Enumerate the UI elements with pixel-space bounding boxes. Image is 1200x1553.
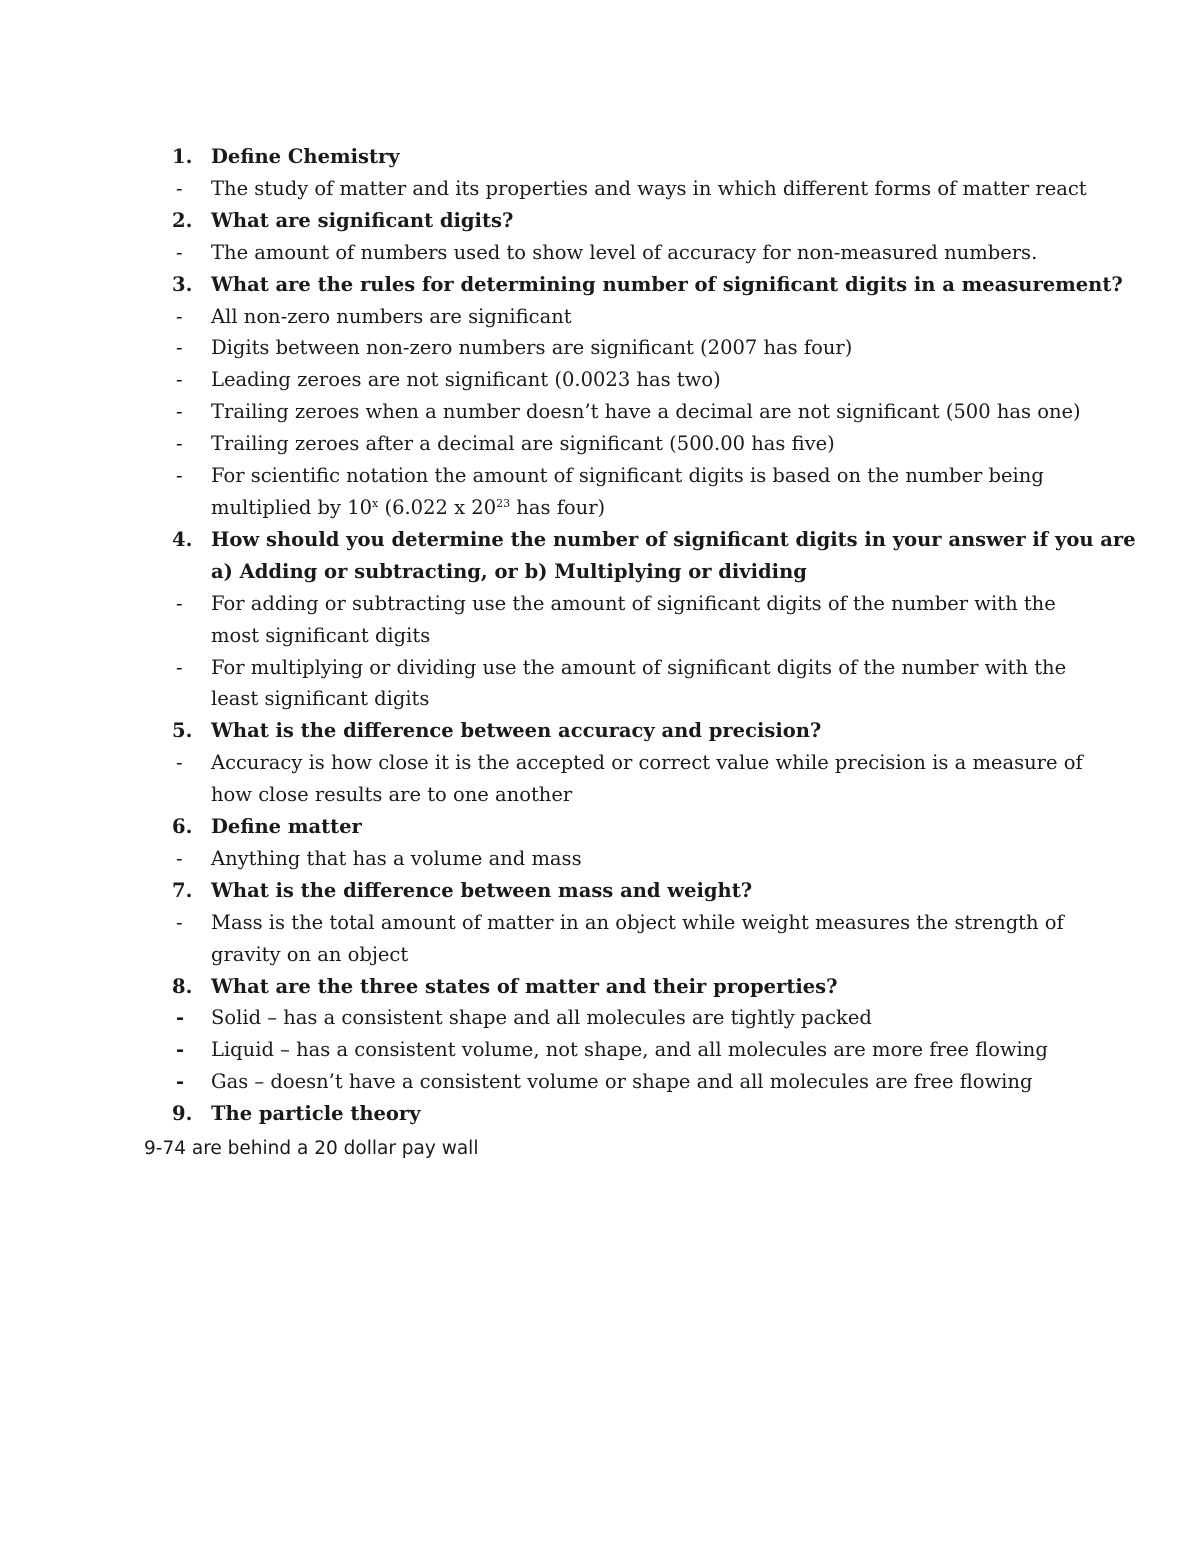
answer-text: For scientific notation the amount of significant digits is based on the number being — [211, 464, 1044, 488]
exponent: x — [372, 496, 379, 510]
question-number: 8. — [172, 974, 193, 998]
answer-bullet: - — [176, 176, 183, 200]
answer-bullet: - — [176, 368, 183, 392]
question-number: 9. — [172, 1102, 193, 1126]
answer-item — [172, 652, 1072, 684]
answer-item — [172, 364, 1072, 396]
question-text: What is the difference between mass and weight? — [211, 878, 753, 902]
answer-bullet: - — [176, 1038, 185, 1062]
answer-bullet: - — [176, 336, 183, 360]
answer-item — [172, 747, 1083, 779]
answer-text: multiplied by 10 — [211, 495, 373, 519]
footer-note: 9-74 are behind a 20 dollar pay wall — [144, 1138, 479, 1159]
answer-bullet: - — [176, 655, 183, 679]
answer-text: most significant digits — [211, 623, 431, 647]
answer-item — [172, 588, 1072, 620]
question-text: What are the three states of matter and their properties? — [211, 974, 838, 998]
question-text: Define matter — [211, 815, 362, 839]
answer-item — [172, 428, 1072, 460]
answer-continuation — [172, 683, 1072, 715]
answer-text: For adding or subtracting use the amount of significant digits of the number with the — [211, 591, 1056, 615]
answer-text: Trailing zeroes when a number doesn’t have a decimal are not significant (500 has one) — [211, 400, 1081, 424]
question-item — [172, 875, 1072, 907]
answer-item — [172, 396, 1081, 428]
answer-text: Mass is the total amount of matter in an object while weight measures the strength of — [211, 910, 1064, 934]
question-item — [172, 524, 1136, 556]
answer-text: For multiplying or dividing use the amount of significant digits of the number with the — [211, 655, 1067, 679]
exponent: 23 — [496, 496, 511, 510]
answer-text: has four) — [510, 495, 606, 519]
answer-bullet: - — [176, 400, 183, 424]
answer-bullet: - — [176, 846, 183, 870]
answer-continuation — [172, 939, 1072, 971]
answer-item — [172, 460, 1072, 492]
answer-bullet: - — [176, 1070, 185, 1094]
question-text: How should you determine the number of significant digits in your answer if you are — [211, 527, 1136, 551]
answer-bullet: - — [176, 464, 183, 488]
answer-text: Anything that has a volume and mass — [211, 846, 582, 870]
answer-text: The amount of numbers used to show level of accuracy for non-measured numbers. — [211, 240, 1038, 264]
question-item — [172, 811, 1072, 843]
answer-bullet: - — [176, 432, 183, 456]
answer-bullet: - — [176, 304, 183, 328]
answer-item — [172, 237, 1072, 269]
question-text: What is the difference between accuracy and precision? — [211, 719, 822, 743]
question-item — [172, 141, 1072, 173]
question-text: What are significant digits? — [211, 208, 514, 232]
answer-text: The study of matter and its properties and ways in which different forms of matter react — [211, 176, 1087, 200]
question-number: 6. — [172, 815, 193, 839]
answer-text: Solid – has a consistent shape and all molecules are tightly packed — [211, 1006, 872, 1030]
question-text: The particle theory — [211, 1102, 421, 1126]
answer-text: gravity on an object — [211, 942, 409, 966]
answer-text: least significant digits — [211, 687, 430, 711]
answer-item — [172, 1066, 1072, 1098]
answer-bullet: - — [176, 240, 183, 264]
answer-text: how close results are to one another — [211, 783, 573, 807]
question-item — [172, 971, 1072, 1003]
question-number: 7. — [172, 878, 193, 902]
answer-item — [172, 843, 1072, 875]
question-number: 5. — [172, 719, 193, 743]
answer-item — [172, 301, 1072, 333]
question-number: 3. — [172, 272, 193, 296]
question-item — [172, 715, 1072, 747]
answer-text: Trailing zeroes after a decimal are significant (500.00 has five) — [211, 432, 835, 456]
question-number: 2. — [172, 208, 193, 232]
answer-bullet: - — [176, 591, 183, 615]
answer-item — [172, 1002, 1072, 1034]
question-number: 4. — [172, 527, 193, 551]
question-item — [172, 1098, 1072, 1130]
answer-bullet: - — [176, 1006, 185, 1030]
question-text: a) Adding or subtracting, or b) Multiplying or dividing — [211, 559, 807, 583]
question-continuation — [172, 556, 1072, 588]
answer-item — [172, 173, 1087, 205]
answer-text: (6.022 x 20 — [378, 495, 497, 519]
answer-text: Digits between non-zero numbers are significant (2007 has four) — [211, 336, 853, 360]
answer-continuation — [172, 492, 1072, 524]
question-item — [172, 205, 1072, 237]
answer-text: Liquid – has a consistent volume, not shape, and all molecules are more free flowing — [211, 1038, 1048, 1062]
question-answer-list — [172, 141, 1136, 1130]
answer-item — [172, 1034, 1072, 1066]
answer-text: Gas – doesn’t have a consistent volume or shape and all molecules are free flowing — [211, 1070, 1033, 1094]
answer-bullet: - — [176, 910, 183, 934]
answer-text: Leading zeroes are not significant (0.0023 has two) — [211, 368, 721, 392]
answer-item — [172, 907, 1072, 939]
answer-text: All non-zero numbers are significant — [211, 304, 572, 328]
question-text: Define Chemistry — [211, 145, 400, 168]
question-number: 1. — [172, 145, 193, 168]
answer-text: Accuracy is how close it is the accepted or correct value while precision is a measure of — [211, 751, 1083, 775]
question-item — [172, 269, 1123, 301]
answer-continuation — [172, 779, 1072, 811]
answer-bullet: - — [176, 751, 183, 775]
answer-continuation — [172, 620, 1072, 652]
question-text: What are the rules for determining number of significant digits in a measurement? — [211, 272, 1123, 296]
answer-item — [172, 332, 1072, 364]
